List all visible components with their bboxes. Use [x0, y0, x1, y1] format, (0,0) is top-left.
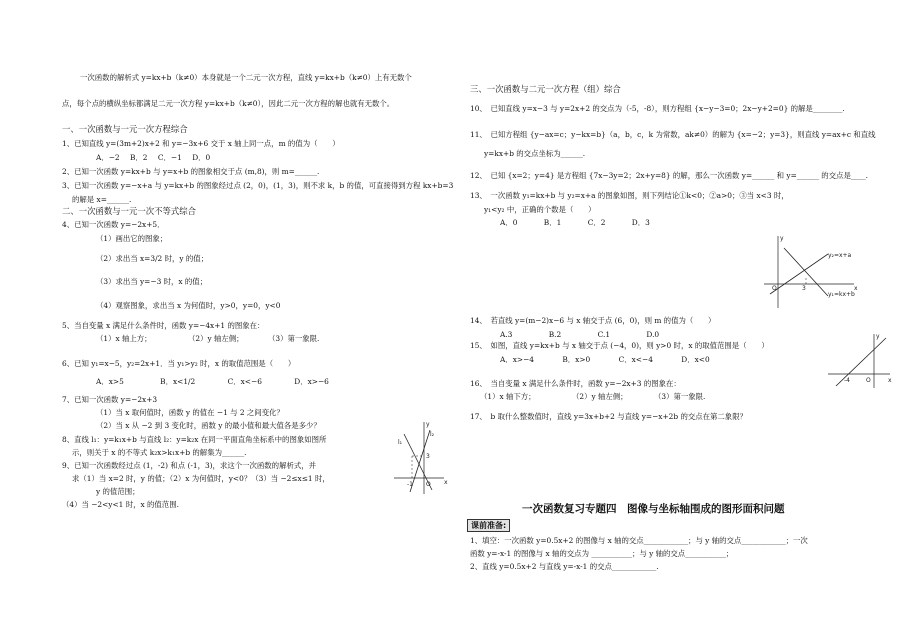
question-15: 15、 如图，直线 y=kx+b 与 x 轴交于点 (−4，0)，则 y>0 时，x 的取值范围是（ ） — [470, 341, 769, 350]
intro-line-1: 一次函数的解析式 y=kx+b（k≠0）本身就是一个二元一次方程，直线 y=kx+b（k≠0）上有无数个 — [80, 73, 412, 82]
label-y2: y₂=x+a — [828, 252, 852, 259]
label-x: x — [888, 377, 892, 384]
question-5-part-1: （1）x 轴上方； — [96, 334, 152, 343]
option-a: A．x>5 — [96, 377, 124, 386]
question-12: 12、 已知 {x=2；y=4} 是方程组 {7x−3y=2；2x+y=8} 的解，那么一次函数 y=______ 和 y=______ 的交点是____. — [470, 171, 868, 180]
question-16-part-2: （2）y 轴左侧； — [572, 392, 628, 401]
question-1: 1、已知直线 y=(3m+2)x+2 和 y=−3x+6 交于 x 轴上同一点，m 的值为（ ） — [62, 139, 340, 148]
question-7: 7、已知一次函数 y=−2x+3 — [62, 395, 158, 404]
section-3-heading: 三、一次函数与二元一次方程（组）综合 — [470, 84, 621, 94]
option-b: B．2 — [129, 153, 148, 162]
question-11-cont: y=kx+b 的交点坐标为______. — [484, 149, 586, 158]
question-4: 4、已知一次函数 y=−2x+5． — [62, 220, 165, 229]
option-b: B．x>0 — [562, 355, 591, 364]
question-14: 14、 若直线 y=(m−2)x−6 与 x 轴交于点 (6，0)，则 m 的值为（ ） — [470, 316, 716, 325]
question-17: 17、 b 取什么整数值时，直线 y=3x+b+2 与直线 y=−x+2b 的交点在第二象限？ — [470, 412, 747, 421]
figure-q13 — [762, 232, 862, 312]
question-16-part-1: （1）x 轴下方； — [480, 392, 536, 401]
option-b: B．1 — [543, 218, 562, 227]
prep-tag: 课前准备: — [467, 519, 510, 532]
option-d: D．x>−6 — [294, 377, 329, 386]
question-16-part-3: （3）第一象限. — [654, 392, 706, 401]
label-origin: O — [772, 285, 777, 292]
question-14-options — [500, 330, 667, 339]
figure-q15 — [826, 330, 896, 390]
question-4-part-4: （4）观察图象，求出当 x 为何值时，y>0，y=0，y<0 — [96, 301, 281, 310]
question-13: 13、 一次函数 y₁=kx+b 与 y₂=x+a 的图象如图，则下列结论①k<0；②a>0；③当 x<3 时， — [470, 191, 789, 200]
question-9-cont-2: y 的值范围； — [96, 487, 140, 496]
option-a: A.3 — [500, 330, 513, 339]
label-y1: y₁=kx+b — [828, 291, 855, 298]
prep-question-1-cont: 函数 y=-x-1 的图像与 x 轴的交点为 ___________；与 y 轴的交点___________； — [470, 549, 734, 558]
option-c: C．x<−6 — [227, 377, 262, 386]
question-6: 6、已知 y₁=x−5，y₂=2x+1．当 y₁>y₂ 时，x 的取值范围是（ ） — [62, 359, 296, 368]
question-10: 10、 已知直线 y=x−3 与 y=2x+2 的交点为（-5，-8），则方程组 {x−y−3=0；2x−y+2=0} 的解是________. — [470, 104, 845, 113]
question-6-options — [96, 377, 337, 386]
label-origin: O — [866, 377, 871, 384]
question-3-cont: 的解是 x=______. — [72, 195, 132, 204]
question-13-options — [500, 218, 658, 227]
question-5-part-2: （2）y 轴左侧； — [188, 334, 244, 343]
label-y: y — [426, 421, 430, 428]
option-a: A．0 — [500, 218, 518, 227]
label-y: y — [780, 235, 784, 242]
line-y2 — [770, 254, 828, 294]
option-a: A．x>−4 — [500, 355, 534, 364]
question-16: 16、 当自变量 x 满足什么条件时，函数 y=−2x+3 的图象在： — [470, 379, 681, 388]
option-a: A．−2 — [96, 153, 120, 162]
label-3: 3 — [426, 453, 430, 460]
label-x: x — [854, 285, 858, 292]
label-minus-1: -1 — [407, 481, 413, 488]
question-9-cont: 求（1）当 x=2 时，y 的值；（2）x 为何值时，y<0？（3）当 −2≤x≤1 时， — [72, 474, 330, 483]
option-d: D．0 — [192, 153, 211, 162]
label-origin: O — [426, 481, 431, 488]
prep-question-1: 1、填空：一次函数 y=0.5x+2 的图像与 x 轴的交点____________；与 y 轴的交点____________；一次 — [470, 536, 808, 545]
question-13-cont: y₁<y₂ 中，正确的个数是（ ） — [484, 205, 596, 214]
figure-q8 — [392, 416, 452, 496]
question-7-part-2: （2）当 x 从 −2 到 3 变化时，函数 y 的最小值和最大值各是多少？ — [96, 421, 321, 430]
question-8: 8、直线 l₁：y=k₁x+b 与直线 l₂：y=k₂x 在同一平面直角坐标系中的图象如图所 — [62, 435, 327, 444]
question-1-options — [96, 153, 218, 162]
label-minus-4: -4 — [844, 377, 850, 384]
question-9-part-4: （4）当 −2<y<1 时，x 的值范围. — [62, 500, 179, 509]
question-4-part-2: （2）求出当 x=3/2 时，y 的值； — [96, 254, 209, 263]
label-l1: l₁ — [398, 439, 403, 446]
label-l2: l₂ — [430, 431, 435, 438]
question-4-part-1: （1）画出它的图象； — [96, 234, 168, 243]
prep-question-2: 2、直线 y=0.5x+2 与直线 y=-x-1 的交点____________. — [470, 562, 659, 571]
label-3: 3 — [802, 285, 806, 292]
question-11: 11、 已知方程组 {y−ax=c；y−kx=b}（a，b，c，k 为常数，ak≠0）的解为 {x=−2；y=3}，则直线 y=ax+c 和直线 — [470, 130, 876, 139]
question-15-options — [500, 355, 718, 364]
question-4-part-3: （3）求出当 y=−3 时，x 的值； — [96, 277, 208, 286]
section-2-heading: 二、一次函数与一元一次不等式综合 — [62, 206, 196, 216]
question-7-part-1: （1）当 x 取何值时，函数 y 的值在 −1 与 2 之间变化？ — [96, 408, 284, 417]
option-b: B．x<1/2 — [160, 377, 196, 386]
section-1-heading: 一、一次函数与一元一次方程综合 — [62, 124, 188, 134]
option-c: C.1 — [597, 330, 611, 339]
question-5-part-3: （3）第一象限. — [268, 334, 320, 343]
topic-4-title: 一次函数复习专题四 图像与坐标轴围成的图形面积问题 — [522, 503, 785, 515]
option-c: C．−1 — [157, 153, 182, 162]
option-b: B.2 — [548, 330, 562, 339]
question-8-cont: 示，则关于 x 的不等式 k₂x>k₁x+b 的解集为______. — [72, 448, 247, 457]
option-d: D．3 — [631, 218, 650, 227]
question-3: 3、已知一次函数 y=−x+a 与 y=kx+b 的图象经过点 (2，0)，(1，3)，则不求 k，b 的值，可直接得到方程 kx+b=3 — [62, 181, 454, 190]
option-d: D．x<0 — [681, 355, 710, 364]
question-9: 9、已知一次函数经过点 (1，-2) 和点 (-1，3)，求这个一次函数的解析式，并 — [62, 461, 317, 470]
intro-line-2: 点，每个点的横纵坐标都满足二元一次方程 y=kx+b（k≠0），因此二元一次方程的解也就有无数个。 — [62, 99, 395, 108]
option-c: C．x<−4 — [618, 355, 653, 364]
question-2: 2、已知一次函数 y=kx+b 与 y=x+b 的图象相交于点 (m,8)，则 m=______. — [62, 167, 320, 176]
option-c: C．2 — [587, 218, 606, 227]
label-y: y — [876, 333, 880, 340]
line-y1 — [784, 248, 828, 296]
question-5: 5、当自变量 x 满足什么条件时，函数 y=−4x+1 的图象在： — [62, 321, 265, 330]
label-x: x — [444, 479, 448, 486]
option-d: D.0 — [646, 330, 660, 339]
